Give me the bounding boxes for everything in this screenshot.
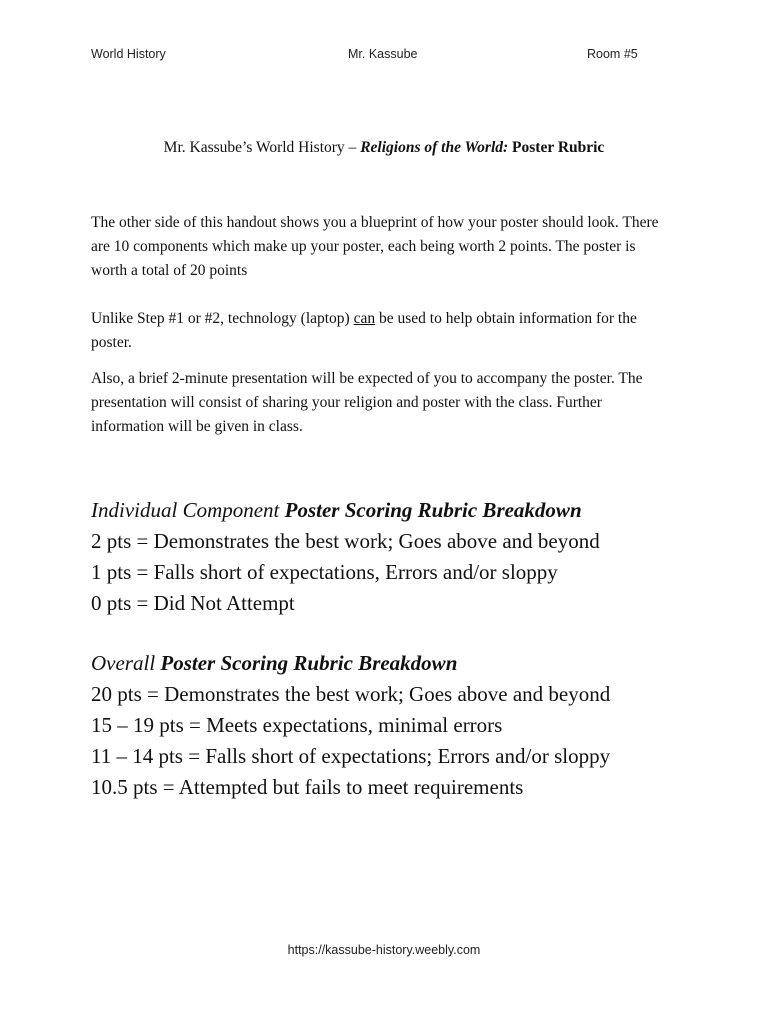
individual-heading-bold: Poster Scoring Rubric Breakdown [284, 498, 582, 522]
individual-rubric [91, 495, 731, 619]
title-unit: Religions of the World: [360, 139, 509, 156]
technology-underlined-word: can [353, 310, 376, 327]
individual-heading-italic: Individual Component [91, 498, 285, 522]
title-prefix: Mr. Kassube’s World History – [163, 139, 361, 156]
rubric-item: 1 pts = Falls short of expectations, Errors and/or sloppy [91, 560, 558, 584]
footer-url: https://kassube-history.weebly.com [287, 943, 481, 957]
header-course: World History [91, 47, 166, 61]
rubric-item: 11 – 14 pts = Falls short of expectations; Errors and/or sloppy [91, 744, 611, 768]
rubric-item: 15 – 19 pts = Meets expectations, minimal errors [91, 713, 503, 737]
rubric-item: 20 pts = Demonstrates the best work; Goes above and beyond [91, 682, 611, 706]
rubric-item: 10.5 pts = Attempted but fails to meet requirements [91, 775, 524, 799]
rubric-item: 0 pts = Did Not Attempt [91, 591, 295, 615]
header-teacher: Mr. Kassube [348, 47, 418, 61]
intro-paragraph: The other side of this handout shows you a blueprint of how your poster should look. There are 10 components which make up your poster, each being worth 2 points. The poster is worth a total of 20 points [91, 214, 659, 279]
page-header [91, 47, 641, 67]
technology-paragraph [91, 307, 666, 355]
overall-rubric-heading [91, 648, 731, 679]
individual-rubric-heading [91, 495, 731, 526]
rubric-item: 2 pts = Demonstrates the best work; Goes above and beyond [91, 529, 600, 553]
presentation-paragraph: Also, a brief 2-minute presentation will be expected of you to accompany the poster. The presentation will consist of sharing your religion and poster with the class. Further information will be given in class. [91, 370, 643, 435]
overall-heading-bold: Poster Scoring Rubric Breakdown [160, 651, 458, 675]
title-suffix: Poster Rubric [508, 139, 605, 156]
document-title [0, 139, 768, 157]
header-room: Room #5 [587, 47, 638, 61]
overall-heading-italic: Overall [91, 651, 161, 675]
overall-rubric [91, 648, 731, 803]
technology-text-end: be used to help obtain information for the poster. [91, 310, 637, 351]
technology-text-start: Unlike Step #1 or #2, technology (laptop) [91, 310, 354, 327]
